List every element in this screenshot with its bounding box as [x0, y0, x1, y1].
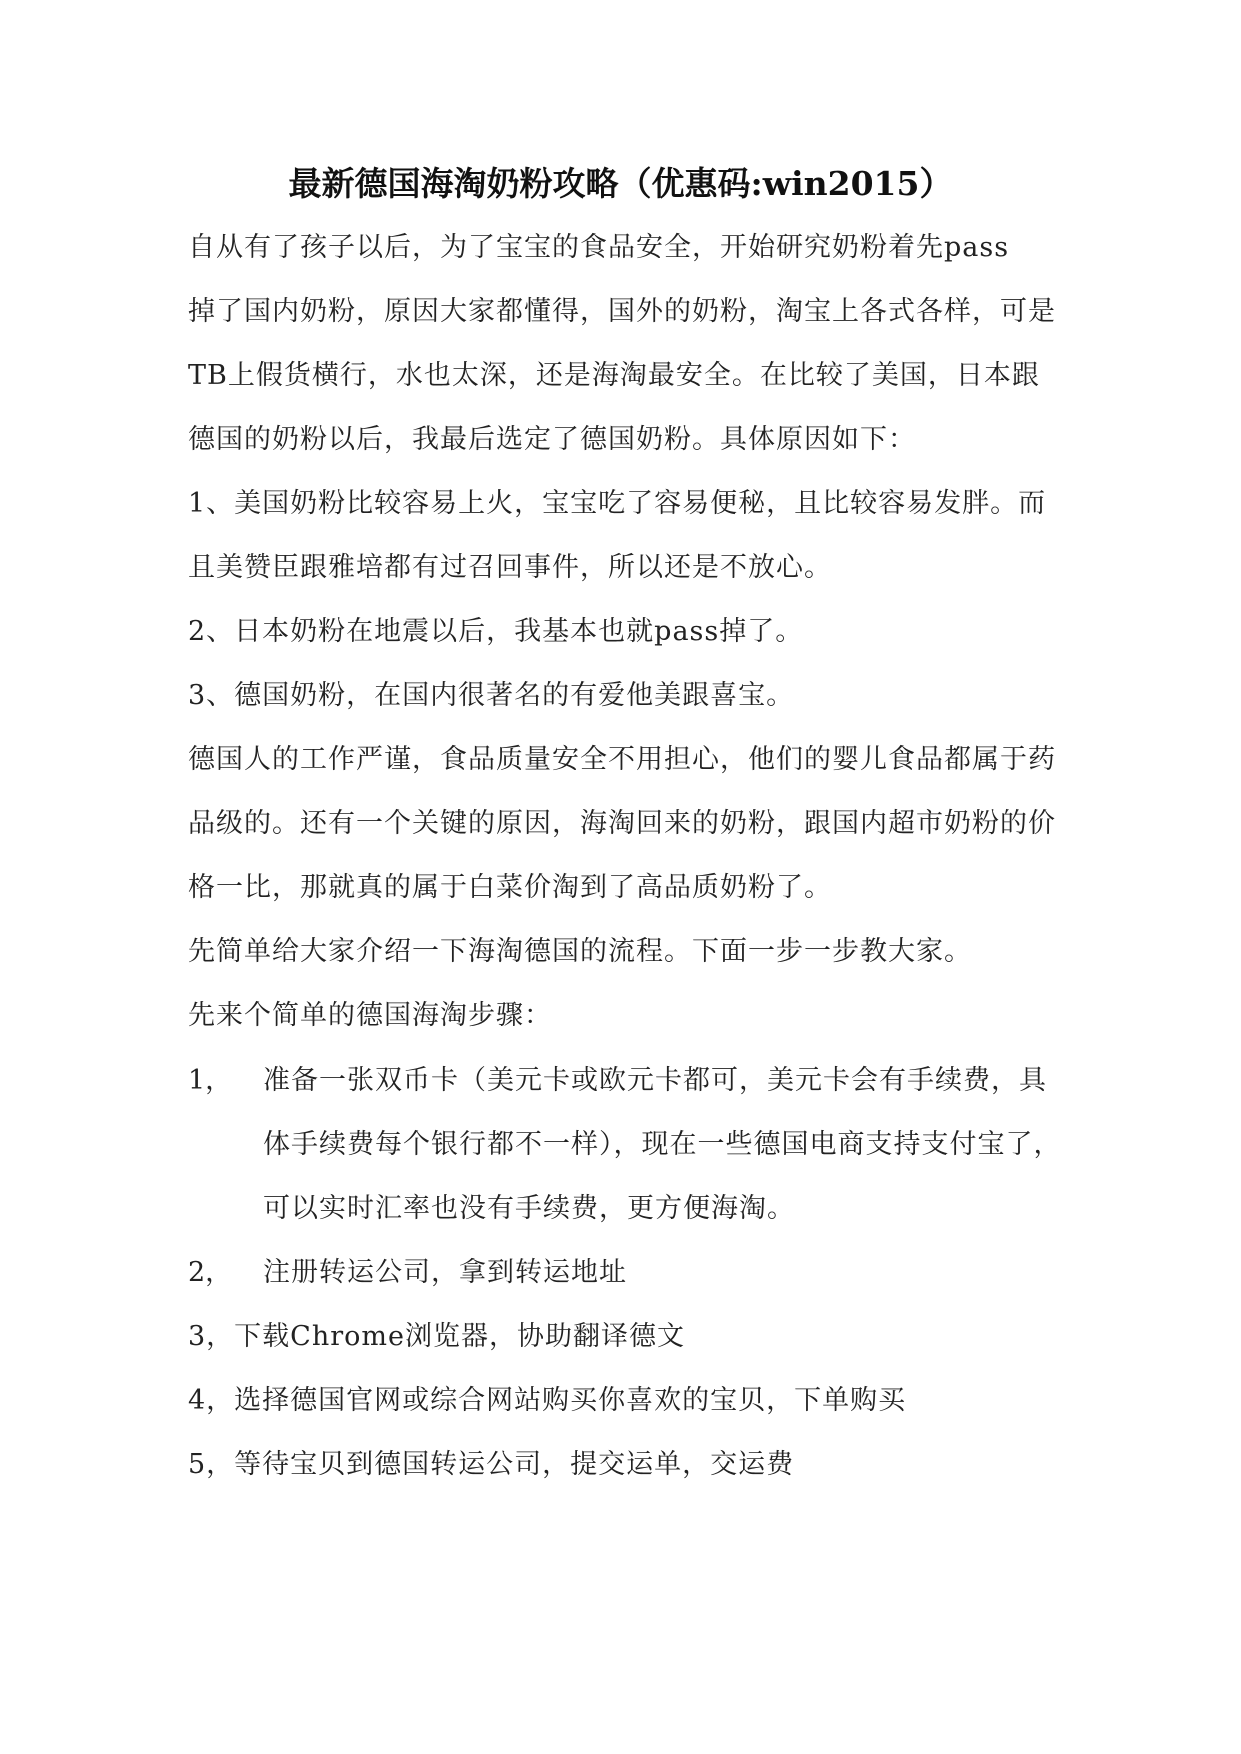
step-number: 1， — [188, 1065, 233, 1096]
step-line: 准备一张双币卡（美元卡或欧元卡都可，美元卡会有手续费，具 — [263, 1065, 1047, 1096]
germany-line: 德国人的工作严谨，食品质量安全不用担心，他们的婴儿食品都属于药 — [188, 744, 1056, 775]
reason-line: 3、德国奶粉，在国内很著名的有爱他美跟喜宝。 — [188, 680, 795, 711]
intro-line: TB上假货横行，水也太深，还是海淘最安全。在比较了美国，日本跟 — [188, 360, 1040, 391]
page-title: 最新德国海淘奶粉攻略（优惠码:win2015） — [288, 164, 953, 203]
intro-line: 德国的奶粉以后，我最后选定了德国奶粉。具体原因如下： — [188, 424, 916, 455]
reason-line: 1、美国奶粉比较容易上火，宝宝吃了容易便秘，且比较容易发胖。而 — [188, 488, 1047, 519]
step-line: 注册转运公司，拿到转运地址 — [263, 1257, 627, 1288]
reason-line: 2、日本奶粉在地震以后，我基本也就pass掉了。 — [188, 616, 804, 647]
step-line: 5，等待宝贝到德国转运公司，提交运单，交运费 — [188, 1449, 795, 1480]
step-line: 4，选择德国官网或综合网站购买你喜欢的宝贝，下单购买 — [188, 1385, 907, 1416]
intro-line: 掉了国内奶粉，原因大家都懂得，国外的奶粉，淘宝上各式各样，可是 — [188, 296, 1056, 327]
step-number: 2， — [188, 1257, 233, 1288]
steps-heading: 先来个简单的德国海淘步骤： — [188, 1000, 552, 1031]
process-intro: 先简单给大家介绍一下海淘德国的流程。下面一步一步教大家。 — [188, 936, 972, 967]
reason-line: 且美赞臣跟雅培都有过召回事件，所以还是不放心。 — [188, 552, 832, 583]
step-line: 3，下载Chrome浏览器，协助翻译德文 — [188, 1321, 685, 1352]
step-line: 体手续费每个银行都不一样），现在一些德国电商支持支付宝了， — [263, 1129, 1062, 1160]
intro-line: 自从有了孩子以后，为了宝宝的食品安全，开始研究奶粉着先pass — [188, 232, 1010, 263]
step-line: 可以实时汇率也没有手续费，更方便海淘。 — [263, 1193, 795, 1224]
germany-line: 格一比，那就真的属于白菜价淘到了高品质奶粉了。 — [188, 872, 832, 903]
germany-line: 品级的。还有一个关键的原因，海淘回来的奶粉，跟国内超市奶粉的价 — [188, 808, 1056, 839]
